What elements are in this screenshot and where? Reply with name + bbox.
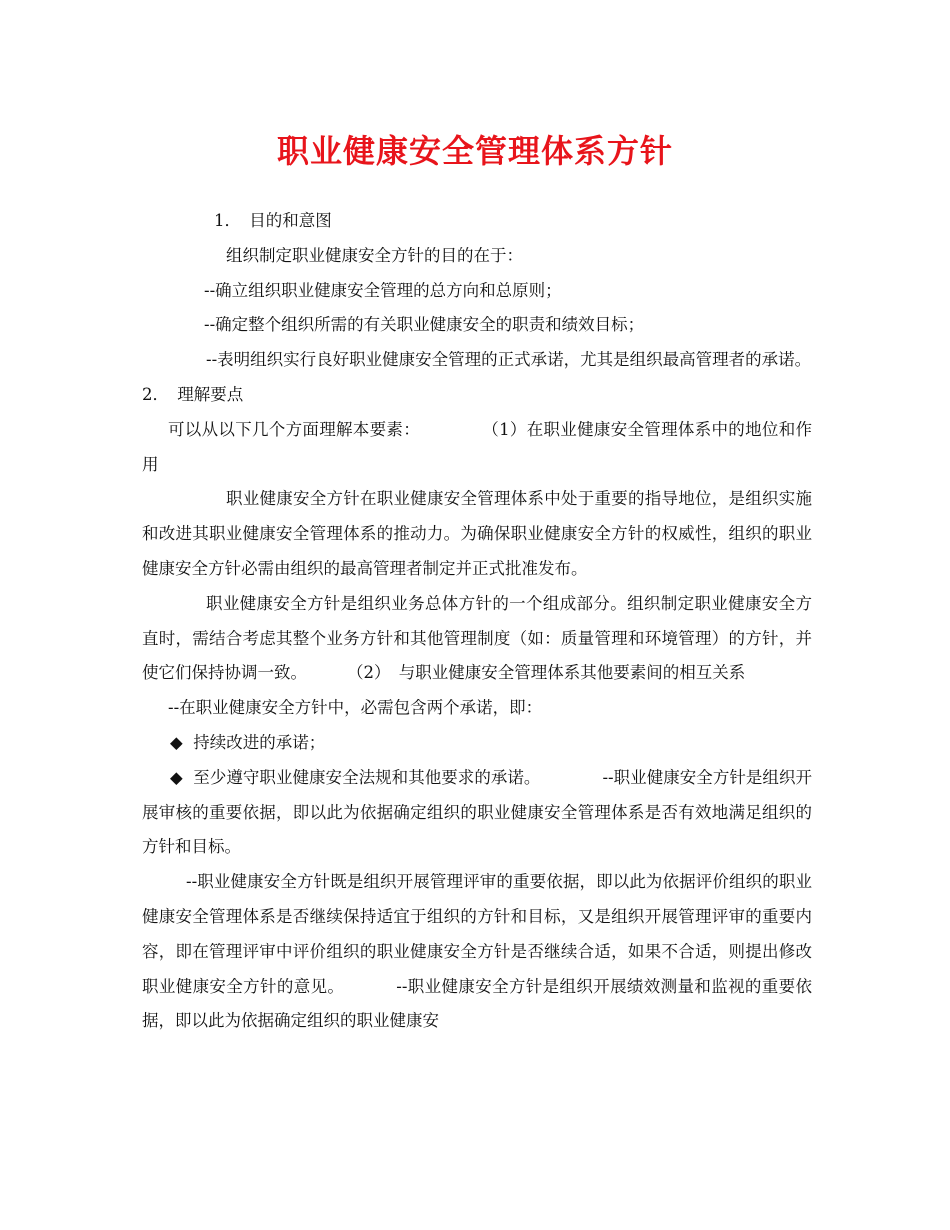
document-body: [142, 204, 812, 1039]
bullet-item: [142, 726, 812, 761]
bullet-text-improvement: 持续改进的承诺；: [193, 732, 326, 752]
paragraph-business-policy-text: 职业健康安全方针是组织业务总体方针的一个组成部分。组织制定职业健康安全方直时，需结合考虑其整个业务方针和其他管理制度（如：质量管理和环境管理）的方针，并使它们保持协调一致。: [142, 593, 812, 683]
paragraph-audit-basis: --职业健康安全方针是组织开展审核的重要依据，即以此为依据确定组织的职业健康安全管理体系是否有效地满足组织的方针和目标。: [142, 767, 812, 857]
section1-item-direction: --确立组织职业健康安全管理的总方向和总原则；: [204, 280, 562, 300]
paragraph-management-review: [142, 865, 812, 1039]
subheading-relationship: （2） 与职业健康安全管理体系其他要素间的相互关系: [347, 663, 746, 683]
section2-intro-text: 可以从以下几个方面理解本要素：: [168, 419, 420, 439]
paragraph-guiding-position: 职业健康安全方针在职业健康安全管理体系中处于重要的指导地位，是组织实施和改进其职业健康安全管理体系的推动力。为确保职业健康安全方针的权威性，组织的职业健康安全方针必需由组织的最高管理者制定并正式批准发布。: [142, 489, 812, 578]
section1-item-responsibility: --确定整个组织所需的有关职业健康安全的职责和绩效目标；: [204, 315, 645, 335]
section1-intro: 组织制定职业健康安全方针的目的在于：: [226, 245, 523, 265]
section2-intro: [142, 413, 812, 483]
bullet-item: [142, 761, 812, 865]
paragraph-management-review-text: --职业健康安全方针既是组织开展管理评审的重要依据，即以此为依据评价组织的职业健康安全管理体系是否继续保持适宜于组织的方针和目标，又是组织开展管理评审的重要内容，即在管理评审中评价组织的职业健康安全方针是否继续合适，如果不合适，则提出修改职业健康安全方针的意见。: [142, 872, 812, 996]
commitment-intro: --在职业健康安全方针中，必需包含两个承诺，即：: [168, 698, 543, 718]
diamond-bullet-icon: ◆: [170, 767, 183, 787]
section2-heading: 2． 理解要点: [142, 384, 244, 404]
bullet-text-compliance: 至少遵守职业健康安全法规和其他要求的承诺。: [193, 767, 541, 787]
section1-item-commitment: --表明组织实行良好职业健康安全管理的正式承诺，尤其是组织最高管理者的承诺。: [206, 350, 812, 370]
paragraph-performance-measurement: --职业健康安全方针是组织开展绩效测量和监视的重要依据，即以此为依据确定组织的职业健康安: [142, 976, 812, 1031]
section1-heading: 1． 目的和意图: [214, 211, 332, 230]
paragraph-business-policy: [142, 587, 812, 691]
document-title: 职业健康安全管理体系方针: [276, 132, 673, 170]
subheading-role: （1）在职业健康安全管理体系中的地位和作用: [142, 419, 812, 474]
diamond-bullet-icon: ◆: [170, 732, 183, 752]
